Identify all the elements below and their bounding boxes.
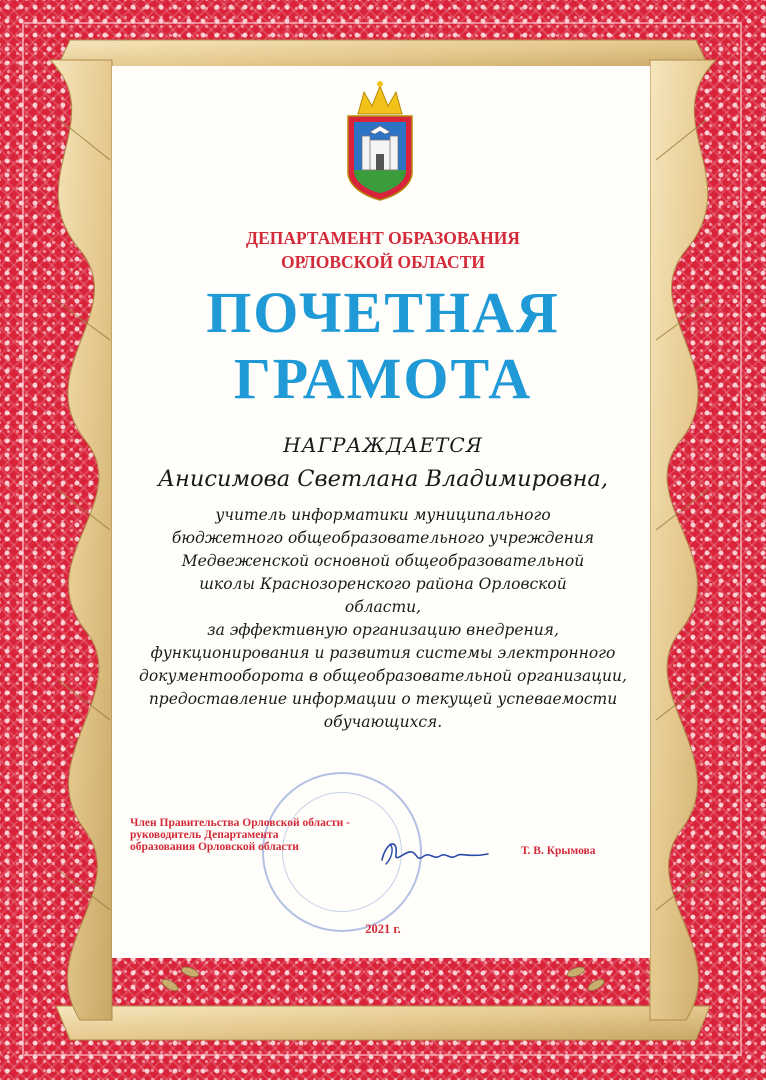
signer-line: образования Орловской области xyxy=(130,841,299,853)
recipient-name: Анисимова Светлана Владимировна, xyxy=(158,466,608,492)
description-line: бюджетного общеобразовательного учреждения xyxy=(171,529,595,547)
title-line: ГРАМОТА xyxy=(233,346,533,411)
award-description xyxy=(0,504,766,734)
department-line: ОРЛОВСКОЙ ОБЛАСТИ xyxy=(281,252,485,272)
title-line: ПОЧЕТНАЯ xyxy=(206,280,560,345)
description-line: за эффективную организацию внедрения, xyxy=(207,621,559,639)
signer-title xyxy=(130,817,350,853)
description-line: учитель информатики муниципального xyxy=(215,506,551,524)
signature-name: Т. В. Крымова xyxy=(521,845,596,857)
description-line: обучающихся. xyxy=(323,713,443,731)
awarded-label: НАГРАЖДАЕТСЯ xyxy=(283,433,483,457)
issue-year: 2021 г. xyxy=(365,922,401,936)
signer-line: Член Правительства Орловской области - xyxy=(130,817,350,829)
description-line: предоставление информации о текущей успеваемости xyxy=(148,690,618,708)
orel-region-coat-of-arms-icon xyxy=(330,74,430,204)
description-line: школы Краснозоренского района Орловской xyxy=(199,575,567,593)
signer-line: руководитель Департамента xyxy=(130,829,279,841)
description-line: области, xyxy=(344,598,422,616)
department-line: ДЕПАРТАМЕНТ ОБРАЗОВАНИЯ xyxy=(246,228,520,248)
department-header xyxy=(0,226,766,274)
handwritten-signature xyxy=(376,830,496,872)
description-line: Медвеженской основной общеобразовательной xyxy=(181,552,585,570)
description-line: документооборота в общеобразовательной организации, xyxy=(139,667,627,685)
description-line: функционирования и развития системы электронного xyxy=(150,644,616,662)
certificate-title xyxy=(0,280,766,412)
